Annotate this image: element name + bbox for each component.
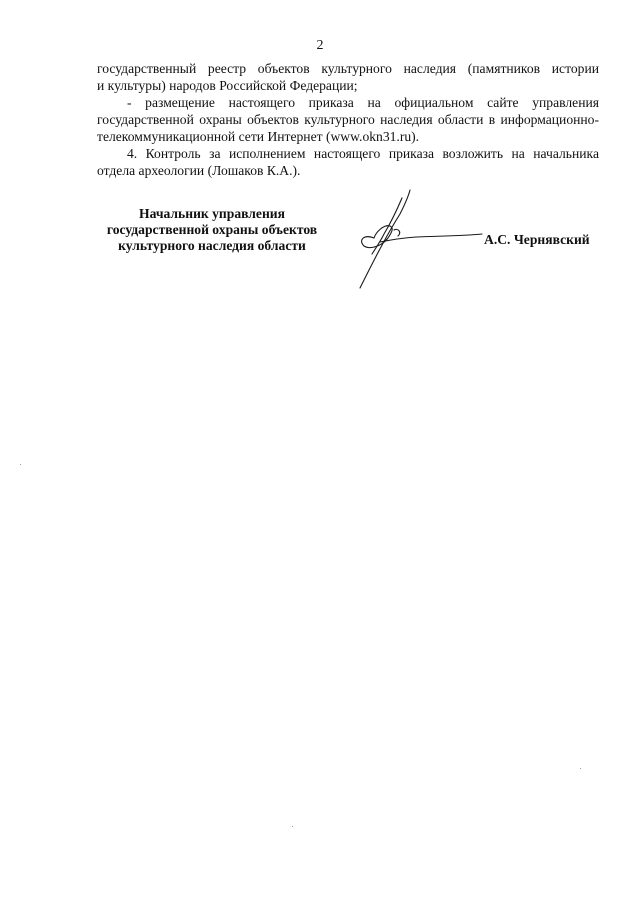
paragraph-2-line-3: телекоммуникационной сети Интернет (www.okn31.ru). — [97, 129, 420, 144]
paragraph-3-line-2: отдела археологии (Лошаков К.А.). — [97, 163, 301, 178]
scan-speck — [20, 464, 21, 465]
document-body — [97, 60, 599, 179]
scan-speck — [292, 826, 293, 827]
paragraph-1-line-2: и культуры) народов Российской Федерации; — [97, 78, 358, 93]
scan-speck — [580, 768, 581, 769]
signature-stroke — [394, 229, 400, 236]
signature-stroke — [360, 190, 410, 288]
signatory-position-line-1: Начальник управления — [139, 206, 285, 221]
signatory-name: А.С. Чернявский — [484, 232, 590, 247]
signature-stroke — [362, 226, 393, 248]
signature-stroke — [380, 234, 482, 242]
paragraph-2-line-2: государственной охраны объектов культурного наследия области в информационно- — [97, 112, 599, 127]
handwritten-signature — [350, 184, 490, 294]
signatory-position — [100, 206, 324, 254]
signatory-position-line-3: культурного наследия области — [118, 238, 306, 253]
paragraph-3-line-1: 4. Контроль за исполнением настоящего приказа возложить на начальника — [127, 146, 599, 161]
page-number: 2 — [316, 38, 324, 53]
signatory-position-line-2: государственной охраны объектов — [106, 222, 318, 237]
paragraph-2-line-1: - размещение настоящего приказа на официальном сайте управления — [127, 95, 599, 110]
paragraph-1-line-1: государственный реестр объектов культурного наследия (памятников истории — [97, 61, 599, 76]
